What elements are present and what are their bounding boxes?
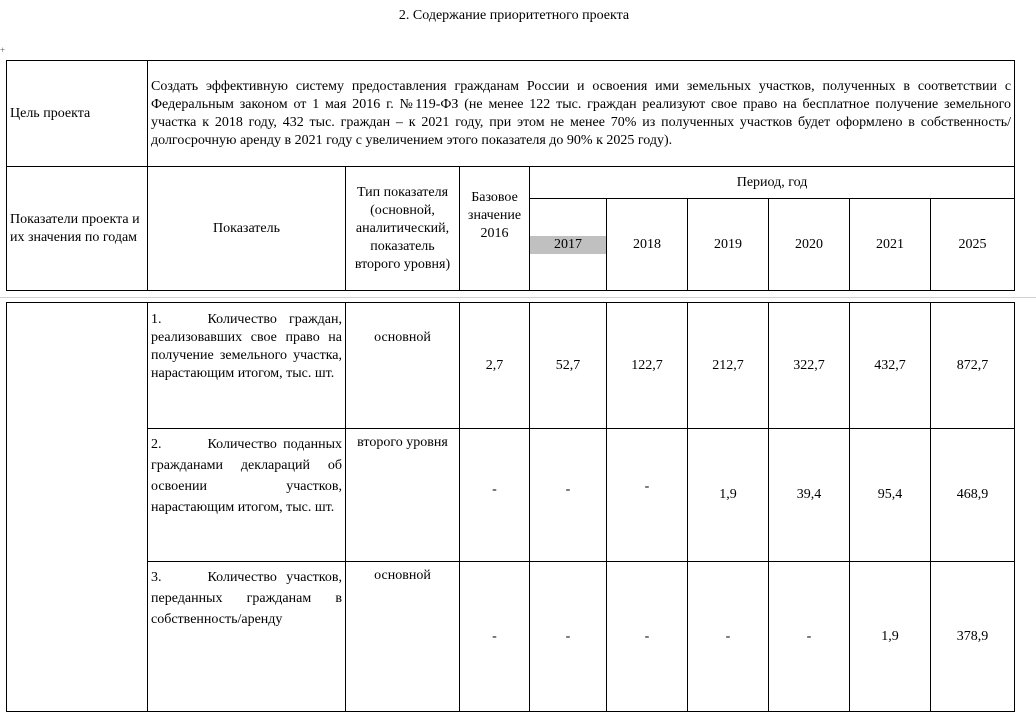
- table-anchor-icon[interactable]: +: [0, 45, 6, 55]
- value-cell: 322,7: [769, 303, 850, 429]
- type-column-header: Тип показателя (основной, аналитический, показатель второго уровня): [346, 167, 460, 291]
- indicator-name: 1. Количество граждан, реализовавших свое право на получение земельного участка, нарастающим итогом, тыс. шт.: [148, 303, 346, 429]
- section-title: 2. Содержание приоритетного проекта: [398, 8, 630, 23]
- year-header: 2020: [769, 199, 850, 291]
- value-cell: 2,7: [460, 303, 530, 429]
- period-header: Период, год: [530, 167, 1015, 199]
- goal-row: [7, 61, 1015, 167]
- value-cell: -: [607, 429, 688, 562]
- indicators-header-row: [7, 167, 1015, 199]
- indicator-name: 3. Количество участков, переданных гражданам в собственность/аренду: [148, 562, 346, 712]
- value-cell: 468,9: [931, 429, 1015, 562]
- value-cell: 52,7: [530, 303, 607, 429]
- indicator-type: основной: [346, 562, 460, 712]
- value-cell: 1,9: [850, 562, 931, 712]
- indicators-left-blank-cell: [7, 303, 148, 712]
- value-cell: 378,9: [931, 562, 1015, 712]
- goal-text: Создать эффективную систему предоставления гражданам России и освоения ими земельных участков, полученных в соответствии с Федеральным законом от 1 мая 2016 г. №119-ФЗ (не менее 122 тыс. граждан реализуют свое право на бесплатное получение земельного участка к 2018 году, 432 тыс. граждан – к 2021 году, при этом не менее 70% из полученных участков будет оформлено в собственность/долгосрочную аренду в 2021 году с увеличением этого показателя до 90% к 2025 году).: [148, 61, 1015, 167]
- value-cell: 212,7: [688, 303, 769, 429]
- indicators-row-label: Показатели проекта и их значения по годам: [7, 167, 148, 291]
- base-column-header: Базовое значение 2016: [460, 167, 530, 291]
- year-header: 2021: [850, 199, 931, 291]
- indicator-type: второго уровня: [346, 429, 460, 562]
- project-header-table: [6, 60, 1015, 291]
- year-header: 2019: [688, 199, 769, 291]
- value-cell: 872,7: [931, 303, 1015, 429]
- indicator-name: 2. Количество поданных гражданами деклараций об освоении участков, нарастающим итогом, тыс. шт.: [148, 429, 346, 562]
- indicator-column-header: Показатель: [148, 167, 346, 291]
- page-break-divider: [0, 297, 1036, 298]
- value-cell: -: [530, 562, 607, 712]
- table-row: [7, 429, 1015, 562]
- year-header: 2017: [530, 199, 607, 291]
- indicators-table: [6, 302, 1015, 712]
- table-row: [7, 303, 1015, 429]
- value-cell: -: [607, 562, 688, 712]
- value-cell: -: [460, 429, 530, 562]
- value-cell: -: [688, 562, 769, 712]
- value-cell: -: [530, 429, 607, 562]
- value-cell: 39,4: [769, 429, 850, 562]
- year-header: 2018: [607, 199, 688, 291]
- value-cell: -: [460, 562, 530, 712]
- value-cell: 432,7: [850, 303, 931, 429]
- indicator-type: основной: [346, 303, 460, 429]
- value-cell: -: [769, 562, 850, 712]
- value-cell: 1,9: [688, 429, 769, 562]
- goal-label: Цель проекта: [7, 61, 148, 167]
- table-row: [7, 562, 1015, 712]
- value-cell: 95,4: [850, 429, 931, 562]
- value-cell: 122,7: [607, 303, 688, 429]
- year-header: 2025: [931, 199, 1015, 291]
